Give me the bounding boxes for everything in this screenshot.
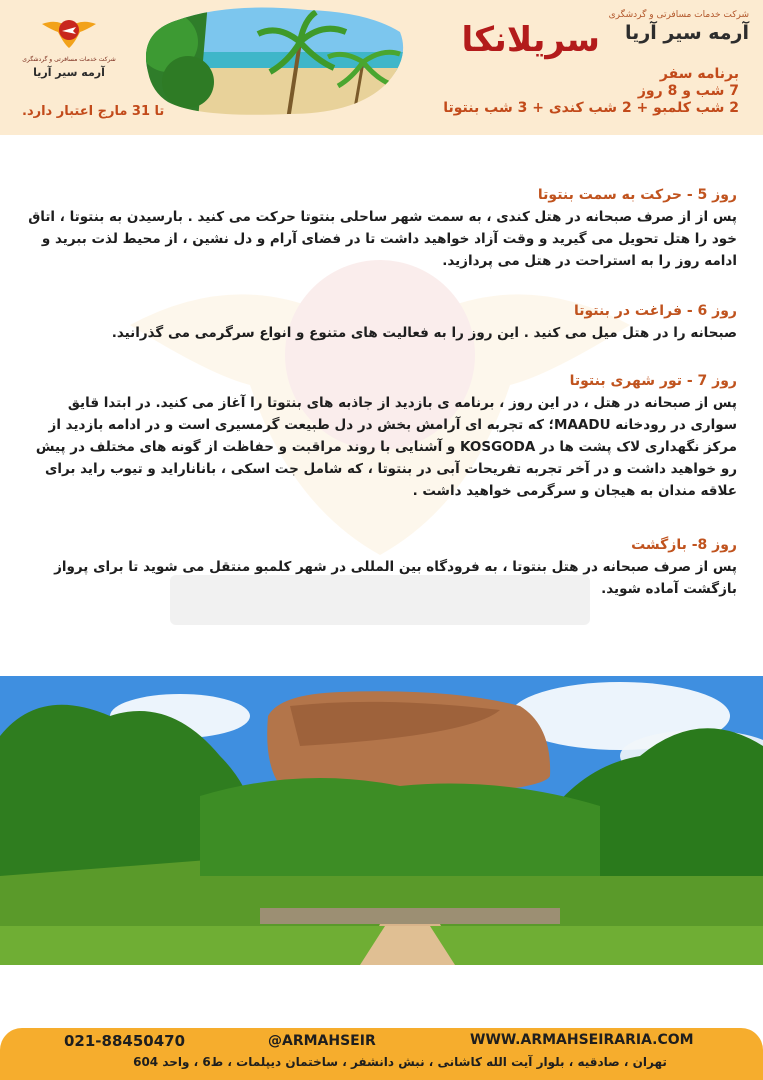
beach-photo xyxy=(138,2,410,120)
itinerary-content xyxy=(0,135,763,675)
day-section xyxy=(17,187,737,272)
header xyxy=(0,0,763,135)
footer xyxy=(0,1028,763,1080)
day-section xyxy=(17,373,737,502)
trip-itinerary: 2 شب کلمبو + 2 شب کندی + 3 شب بنتوتا xyxy=(443,100,739,116)
company-logo xyxy=(14,12,124,90)
day-title: روز 6 - فراغت در بنتوتا xyxy=(573,303,737,319)
instagram-handle[interactable]: @ARMAHSEIR xyxy=(268,1033,376,1049)
day-title: روز 7 - تور شهری بنتوتا xyxy=(569,373,737,389)
validity-note: تا 31 مارج اعتبار دارد. xyxy=(22,104,165,119)
logo-name: آرمه سیر آریا xyxy=(33,66,105,79)
day-section xyxy=(17,303,737,344)
day-title: روز 8- بازگشت xyxy=(631,537,737,553)
page-title: سریلانکا xyxy=(461,20,600,60)
logo-subtitle: شرکت خدمات مسافرتی و گردشگری xyxy=(22,56,116,63)
day-text: پس از صرف صبحانه در هتل بنتوتا ، به فرودگاه بین المللی در شهر کلمبو منتقل می شوید تا برای پرواز بازگشت آماده شوید. xyxy=(54,559,737,597)
brand-name: آرمه سیر آریا xyxy=(625,22,749,44)
logo-emblem-icon xyxy=(40,14,98,54)
website-link[interactable]: WWW.ARMAHSEIRARIA.COM xyxy=(470,1032,694,1048)
trip-duration: 7 شب و 8 روز xyxy=(637,83,739,99)
day-title: روز 5 - حرکت به سمت بنتوتا xyxy=(537,187,737,203)
day-text: پس از از صرف صبحانه در هتل کندی ، به سمت شهر ساحلی بنتوتا حرکت می کنید . بارسیدن به بنتوتا ، اتاق خود را هتل تحویل می گیرید و وقت آزاد خواهید داشت تا در فضای آرام و دل نشین ، از محیط لذت ببرید و ادامه روز را به استراحت در هتل می پردازید. xyxy=(28,209,737,269)
day-text: صبحانه را در هتل میل می کنید . این روز را به فعالیت های متنوع و انواع سرگرمی می گذرانید. xyxy=(111,325,737,341)
address: تهران ، صادقیه ، بلوار آیت الله کاشانی ، نبش دانشفر ، ساختمان دیپلمات ، ط6 ، واحد 604 xyxy=(133,1055,667,1069)
day-text: پس از صبحانه در هتل ، در این روز ، برنامه ی بازدید از جاذبه های بنتوتا را آغاز می کنید. در ابتدا قایق سواری در رودخانه MAADU؛ که تجربه ای آرامش بخش در دل طبیعت گرمسیری است و در ادامه بازدید از مرکز نگهداری لاک پشت ها در KOSGODA و آشنایی با روند مراقبت و حفاظت از گونه های مختلف در پیش رو خواهید داشت و در آخر تجربه تفریحات آبی در بنتوتا ، که شامل جت اسکی ، باناناراید و تیوب راید برای علاقه مندان به هیجان و سرگرمی خواهید داشت . xyxy=(35,395,737,499)
phone-number[interactable]: 021-88450470 xyxy=(64,1032,186,1050)
brand-block xyxy=(589,10,749,44)
trip-label: برنامه سفر xyxy=(659,66,739,82)
brand-subtitle: شرکت خدمات مسافرتی و گردشگری xyxy=(608,10,749,20)
day-section xyxy=(17,537,737,600)
sigiriya-photo xyxy=(0,676,763,965)
trip-info xyxy=(443,66,739,117)
